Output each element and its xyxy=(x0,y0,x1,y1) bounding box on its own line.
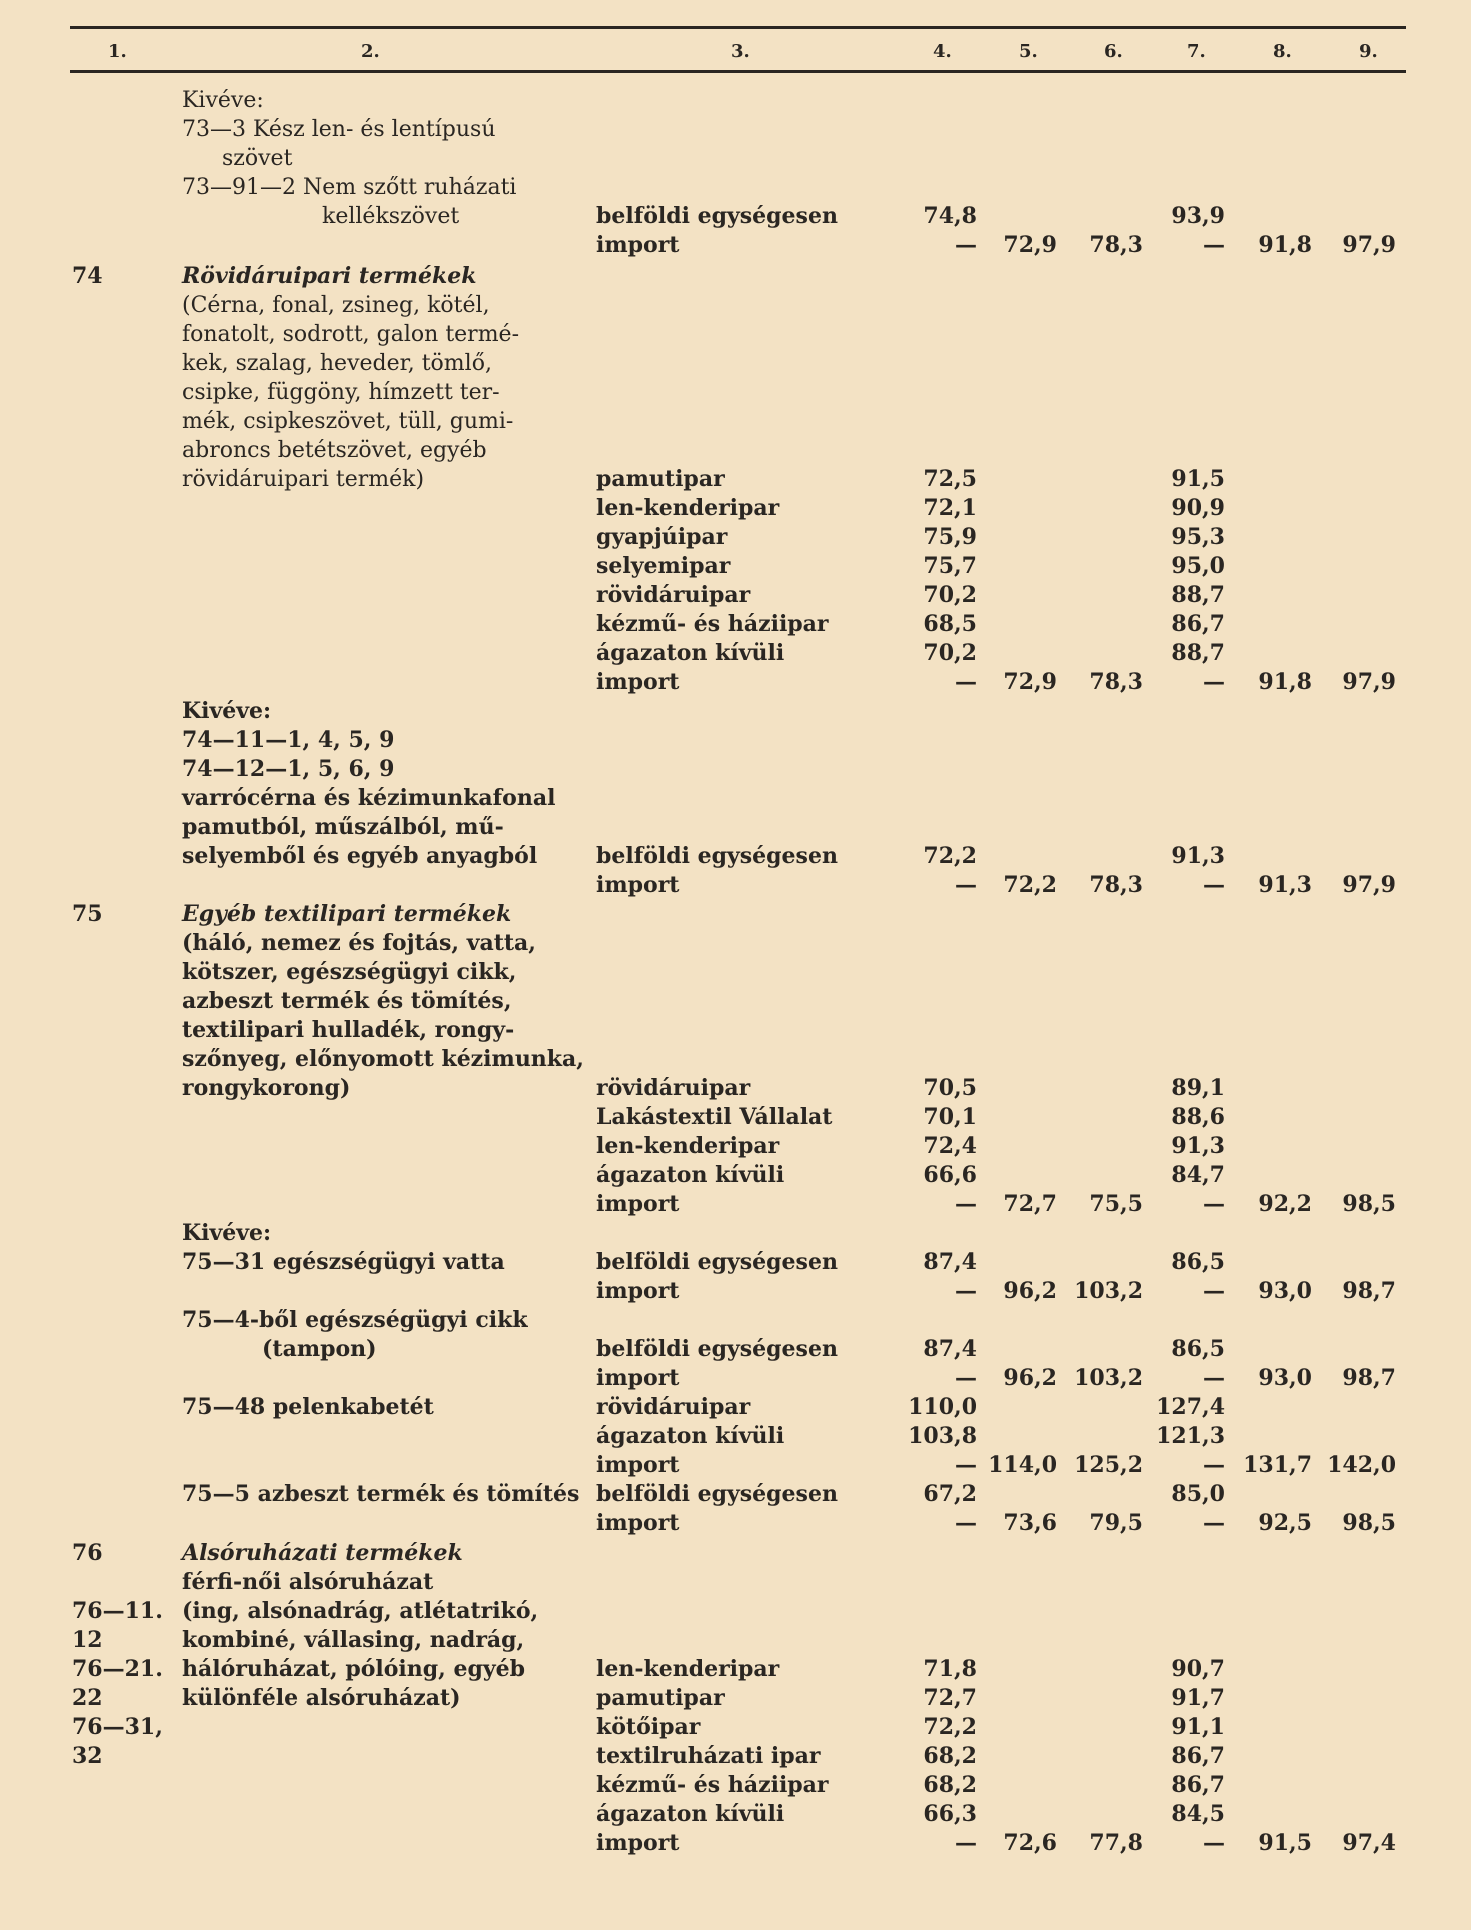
index-value-col-8: 93,0 xyxy=(1258,1278,1312,1304)
index-value-col-8: 91,5 xyxy=(1258,1830,1312,1856)
index-value-col-7: 91,7 xyxy=(1171,1685,1225,1711)
header-col-2: 2. xyxy=(361,41,380,62)
index-value-col-7: 121,3 xyxy=(1156,1423,1225,1449)
product-name-cell: 75—5 azbeszt termék és tömítés xyxy=(182,1481,580,1507)
index-value-col-4: 72,7 xyxy=(923,1685,977,1711)
sector-cell: kézmű- és háziipar xyxy=(596,611,829,637)
product-name-cell: rövidáruipari termék) xyxy=(182,467,425,492)
index-value-col-7: 86,7 xyxy=(1171,1772,1225,1798)
index-value-col-7: 89,1 xyxy=(1171,1075,1225,1101)
index-value-col-7: — xyxy=(1203,1830,1225,1856)
index-value-col-4: 110,0 xyxy=(908,1394,977,1420)
index-value-col-9: 97,9 xyxy=(1342,872,1396,898)
product-name-cell: Egyéb textilipari termékek xyxy=(182,901,512,927)
index-value-col-7: 91,5 xyxy=(1171,466,1225,492)
index-value-col-7: — xyxy=(1203,669,1225,695)
sector-cell: belföldi egységesen xyxy=(596,1336,838,1362)
index-value-col-4: 70,1 xyxy=(923,1104,977,1130)
index-value-col-7: 86,5 xyxy=(1171,1249,1225,1275)
index-value-col-7: 95,0 xyxy=(1171,553,1225,579)
product-name-cell: Kivéve: xyxy=(182,698,272,724)
product-name-cell: (tampon) xyxy=(262,1336,377,1362)
sector-cell: import xyxy=(596,1452,680,1478)
product-name-cell: csipke, függöny, hímzett ter- xyxy=(182,380,500,405)
product-name-cell: selyemből és egyéb anyagból xyxy=(182,843,538,869)
index-value-col-4: — xyxy=(955,1830,977,1856)
index-value-col-9: 97,9 xyxy=(1342,232,1396,258)
index-value-col-5: 72,7 xyxy=(1003,1191,1057,1217)
index-value-col-7: — xyxy=(1203,1191,1225,1217)
index-value-col-6: 78,3 xyxy=(1089,669,1143,695)
sector-cell: selyemipar xyxy=(596,553,731,579)
product-name-cell: különféle alsóruházat) xyxy=(182,1685,461,1711)
product-name-cell: 75—31 egészségügyi vatta xyxy=(182,1249,505,1275)
index-value-col-4: 87,4 xyxy=(923,1336,977,1362)
index-value-col-7: 88,7 xyxy=(1171,640,1225,666)
sector-cell: rövidáruipar xyxy=(596,582,751,608)
table-top-rule xyxy=(70,26,1406,29)
index-value-col-5: 114,0 xyxy=(988,1452,1057,1478)
index-value-col-6: 103,2 xyxy=(1074,1365,1143,1391)
index-value-col-7: — xyxy=(1203,232,1225,258)
index-value-col-5: 72,9 xyxy=(1003,669,1057,695)
index-value-col-4: — xyxy=(955,1191,977,1217)
index-value-col-4: 67,2 xyxy=(923,1481,977,1507)
product-name-cell: szőnyeg, előnyomott kézimunka, xyxy=(182,1046,584,1072)
product-name-cell: mék, csipkeszövet, tüll, gumi- xyxy=(182,409,514,434)
product-name-cell: 75—4-ből egészségügyi cikk xyxy=(182,1307,528,1333)
sector-cell: kézmű- és háziipar xyxy=(596,1772,829,1798)
index-value-col-5: 73,6 xyxy=(1003,1510,1057,1536)
index-value-col-7: 91,3 xyxy=(1171,843,1225,869)
header-col-7: 7. xyxy=(1187,41,1206,62)
index-value-col-4: 72,1 xyxy=(923,495,977,521)
index-value-col-7: — xyxy=(1203,1365,1225,1391)
code-cell: 76—21. xyxy=(72,1656,163,1682)
index-value-col-7: 93,9 xyxy=(1171,203,1225,229)
sector-cell: pamutipar xyxy=(596,466,725,492)
index-value-col-4: — xyxy=(955,232,977,258)
index-value-col-7: 91,1 xyxy=(1171,1714,1225,1740)
sector-cell: import xyxy=(596,1510,680,1536)
product-name-cell: 73—3 Kész len- és lentípusú xyxy=(182,117,496,142)
index-value-col-5: 72,2 xyxy=(1003,872,1057,898)
index-value-col-6: 78,3 xyxy=(1089,232,1143,258)
index-value-col-7: 88,7 xyxy=(1171,582,1225,608)
index-value-col-8: 91,3 xyxy=(1258,872,1312,898)
code-cell: 12 xyxy=(72,1627,103,1653)
header-col-1: 1. xyxy=(108,41,127,62)
index-value-col-4: 75,7 xyxy=(923,553,977,579)
index-value-col-9: 97,9 xyxy=(1342,669,1396,695)
index-value-col-4: — xyxy=(955,1510,977,1536)
sector-cell: ágazaton kívüli xyxy=(596,640,785,666)
code-cell: 22 xyxy=(72,1685,103,1711)
index-value-col-7: 84,7 xyxy=(1171,1162,1225,1188)
product-name-cell: kek, szalag, heveder, tömlő, xyxy=(182,351,492,376)
index-value-col-4: 74,8 xyxy=(923,203,977,229)
header-col-6: 6. xyxy=(1104,41,1123,62)
product-name-cell: (ing, alsónadrág, atlétatrikó, xyxy=(182,1598,539,1624)
index-value-col-4: 103,8 xyxy=(908,1423,977,1449)
product-name-cell: 75—48 pelenkabetét xyxy=(182,1394,434,1420)
product-name-cell: pamutból, műszálból, mű- xyxy=(182,814,504,840)
index-value-col-8: 92,5 xyxy=(1258,1510,1312,1536)
index-value-col-5: 96,2 xyxy=(1003,1365,1057,1391)
sector-cell: Lakástextil Vállalat xyxy=(596,1104,833,1130)
index-value-col-7: 88,6 xyxy=(1171,1104,1225,1130)
index-value-col-4: 72,5 xyxy=(923,466,977,492)
product-name-cell: abroncs betétszövet, egyéb xyxy=(182,438,487,463)
index-value-col-7: 95,3 xyxy=(1171,524,1225,550)
header-col-3: 3. xyxy=(731,41,750,62)
index-value-col-8: 93,0 xyxy=(1258,1365,1312,1391)
index-value-col-4: — xyxy=(955,1365,977,1391)
sector-cell: len-kenderipar xyxy=(596,1656,780,1682)
header-col-8: 8. xyxy=(1273,41,1292,62)
sector-cell: textilruházati ipar xyxy=(596,1743,821,1769)
sector-cell: import xyxy=(596,669,680,695)
sector-cell: import xyxy=(596,1365,680,1391)
index-value-col-7: — xyxy=(1203,1278,1225,1304)
sector-cell: rövidáruipar xyxy=(596,1075,751,1101)
index-value-col-4: 68,5 xyxy=(923,611,977,637)
code-cell: 76—31, xyxy=(72,1714,163,1740)
index-value-col-4: 75,9 xyxy=(923,524,977,550)
sector-cell: import xyxy=(596,232,680,258)
index-value-col-9: 98,7 xyxy=(1342,1365,1396,1391)
sector-cell: gyapjúipar xyxy=(596,524,728,550)
product-name-cell: 74—12—1, 5, 6, 9 xyxy=(182,756,395,782)
index-value-col-7: 127,4 xyxy=(1156,1394,1225,1420)
product-name-cell: (Cérna, fonal, zsineg, kötél, xyxy=(182,293,490,318)
sector-cell: rövidáruipar xyxy=(596,1394,751,1420)
header-col-5: 5. xyxy=(1019,41,1038,62)
index-value-col-7: 86,7 xyxy=(1171,1743,1225,1769)
code-cell: 32 xyxy=(72,1743,103,1769)
product-name-cell: 74—11—1, 4, 5, 9 xyxy=(182,727,395,753)
product-name-cell: kellékszövet xyxy=(322,204,460,229)
product-name-cell: (háló, nemez és fojtás, vatta, xyxy=(182,930,536,956)
product-name-cell: Kivéve: xyxy=(182,88,264,113)
index-value-col-4: — xyxy=(955,1452,977,1478)
sector-cell: ágazaton kívüli xyxy=(596,1801,785,1827)
index-value-col-5: 72,6 xyxy=(1003,1830,1057,1856)
index-value-col-4: — xyxy=(955,1278,977,1304)
code-cell: 75 xyxy=(72,901,103,927)
index-value-col-7: — xyxy=(1203,1510,1225,1536)
index-value-col-7: 85,0 xyxy=(1171,1481,1225,1507)
product-name-cell: kötszer, egészségügyi cikk, xyxy=(182,959,517,985)
index-value-col-4: 72,4 xyxy=(923,1133,977,1159)
index-value-col-6: 125,2 xyxy=(1074,1452,1143,1478)
index-value-col-4: 72,2 xyxy=(923,1714,977,1740)
product-name-cell: varrócérna és kézimunkafonal xyxy=(182,785,556,811)
index-value-col-4: 70,2 xyxy=(923,640,977,666)
sector-cell: import xyxy=(596,1830,680,1856)
index-value-col-7: 84,5 xyxy=(1171,1801,1225,1827)
index-value-col-9: 98,5 xyxy=(1342,1191,1396,1217)
index-value-col-4: 71,8 xyxy=(923,1656,977,1682)
sector-cell: belföldi egységesen xyxy=(596,203,838,229)
index-value-col-6: 78,3 xyxy=(1089,872,1143,898)
index-value-col-9: 97,4 xyxy=(1342,1830,1396,1856)
index-value-col-5: 96,2 xyxy=(1003,1278,1057,1304)
product-name-cell: 73—91—2 Nem szőtt ruházati xyxy=(182,175,517,200)
sector-cell: len-kenderipar xyxy=(596,1133,780,1159)
product-name-cell: hálóruházat, pólóing, egyéb xyxy=(182,1656,526,1682)
sector-cell: ágazaton kívüli xyxy=(596,1423,785,1449)
index-value-col-7: 86,7 xyxy=(1171,611,1225,637)
index-value-col-4: 87,4 xyxy=(923,1249,977,1275)
product-name-cell: Alsóruházati termékek xyxy=(182,1540,463,1566)
sector-cell: belföldi egységesen xyxy=(596,843,838,869)
product-name-cell: azbeszt termék és tömítés, xyxy=(182,988,512,1014)
index-value-col-7: 86,5 xyxy=(1171,1336,1225,1362)
product-name-cell: kombiné, vállasing, nadrág, xyxy=(182,1627,525,1653)
index-value-col-4: 68,2 xyxy=(923,1743,977,1769)
code-cell: 76—11. xyxy=(72,1598,163,1624)
sector-cell: import xyxy=(596,872,680,898)
index-value-col-6: 79,5 xyxy=(1089,1510,1143,1536)
product-name-cell: textilipari hulladék, rongy- xyxy=(182,1017,515,1043)
index-value-col-5: 72,9 xyxy=(1003,232,1057,258)
sector-cell: pamutipar xyxy=(596,1685,725,1711)
product-name-cell: Rövidáruipari termékek xyxy=(182,263,477,289)
product-name-cell: rongykorong) xyxy=(182,1075,351,1101)
index-value-col-8: 91,8 xyxy=(1258,669,1312,695)
index-value-col-6: 77,8 xyxy=(1089,1830,1143,1856)
product-name-cell: fonatolt, sodrott, galon termé- xyxy=(182,322,520,347)
index-value-col-6: 103,2 xyxy=(1074,1278,1143,1304)
sector-cell: belföldi egységesen xyxy=(596,1481,838,1507)
header-col-9: 9. xyxy=(1359,41,1378,62)
sector-cell: ágazaton kívüli xyxy=(596,1162,785,1188)
index-value-col-7: — xyxy=(1203,1452,1225,1478)
index-value-col-8: 91,8 xyxy=(1258,232,1312,258)
index-value-col-4: 70,2 xyxy=(923,582,977,608)
index-value-col-9: 98,7 xyxy=(1342,1278,1396,1304)
sector-cell: len-kenderipar xyxy=(596,495,780,521)
index-value-col-4: — xyxy=(955,872,977,898)
index-value-col-7: — xyxy=(1203,872,1225,898)
index-value-col-7: 91,3 xyxy=(1171,1133,1225,1159)
index-value-col-4: 70,5 xyxy=(923,1075,977,1101)
index-value-col-4: 68,2 xyxy=(923,1772,977,1798)
sector-cell: belföldi egységesen xyxy=(596,1249,838,1275)
product-name-cell: férfi-női alsóruházat xyxy=(182,1569,434,1595)
index-value-col-6: 75,5 xyxy=(1089,1191,1143,1217)
index-value-col-8: 92,2 xyxy=(1258,1191,1312,1217)
index-value-col-8: 131,7 xyxy=(1243,1452,1312,1478)
index-value-col-9: 98,5 xyxy=(1342,1510,1396,1536)
product-name-cell: szövet xyxy=(222,146,293,171)
index-value-col-7: 90,7 xyxy=(1171,1656,1225,1682)
sector-cell: kötőipar xyxy=(596,1714,701,1740)
sector-cell: import xyxy=(596,1278,680,1304)
index-value-col-9: 142,0 xyxy=(1327,1452,1396,1478)
index-value-col-4: 66,3 xyxy=(923,1801,977,1827)
product-name-cell: Kivéve: xyxy=(182,1220,272,1246)
code-cell: 74 xyxy=(72,263,103,289)
code-cell: 76 xyxy=(72,1540,103,1566)
index-value-col-7: 90,9 xyxy=(1171,495,1225,521)
header-bottom-rule xyxy=(70,70,1406,73)
index-value-col-4: 72,2 xyxy=(923,843,977,869)
index-value-col-4: — xyxy=(955,669,977,695)
header-col-4: 4. xyxy=(933,41,952,62)
index-value-col-4: 66,6 xyxy=(923,1162,977,1188)
sector-cell: import xyxy=(596,1191,680,1217)
